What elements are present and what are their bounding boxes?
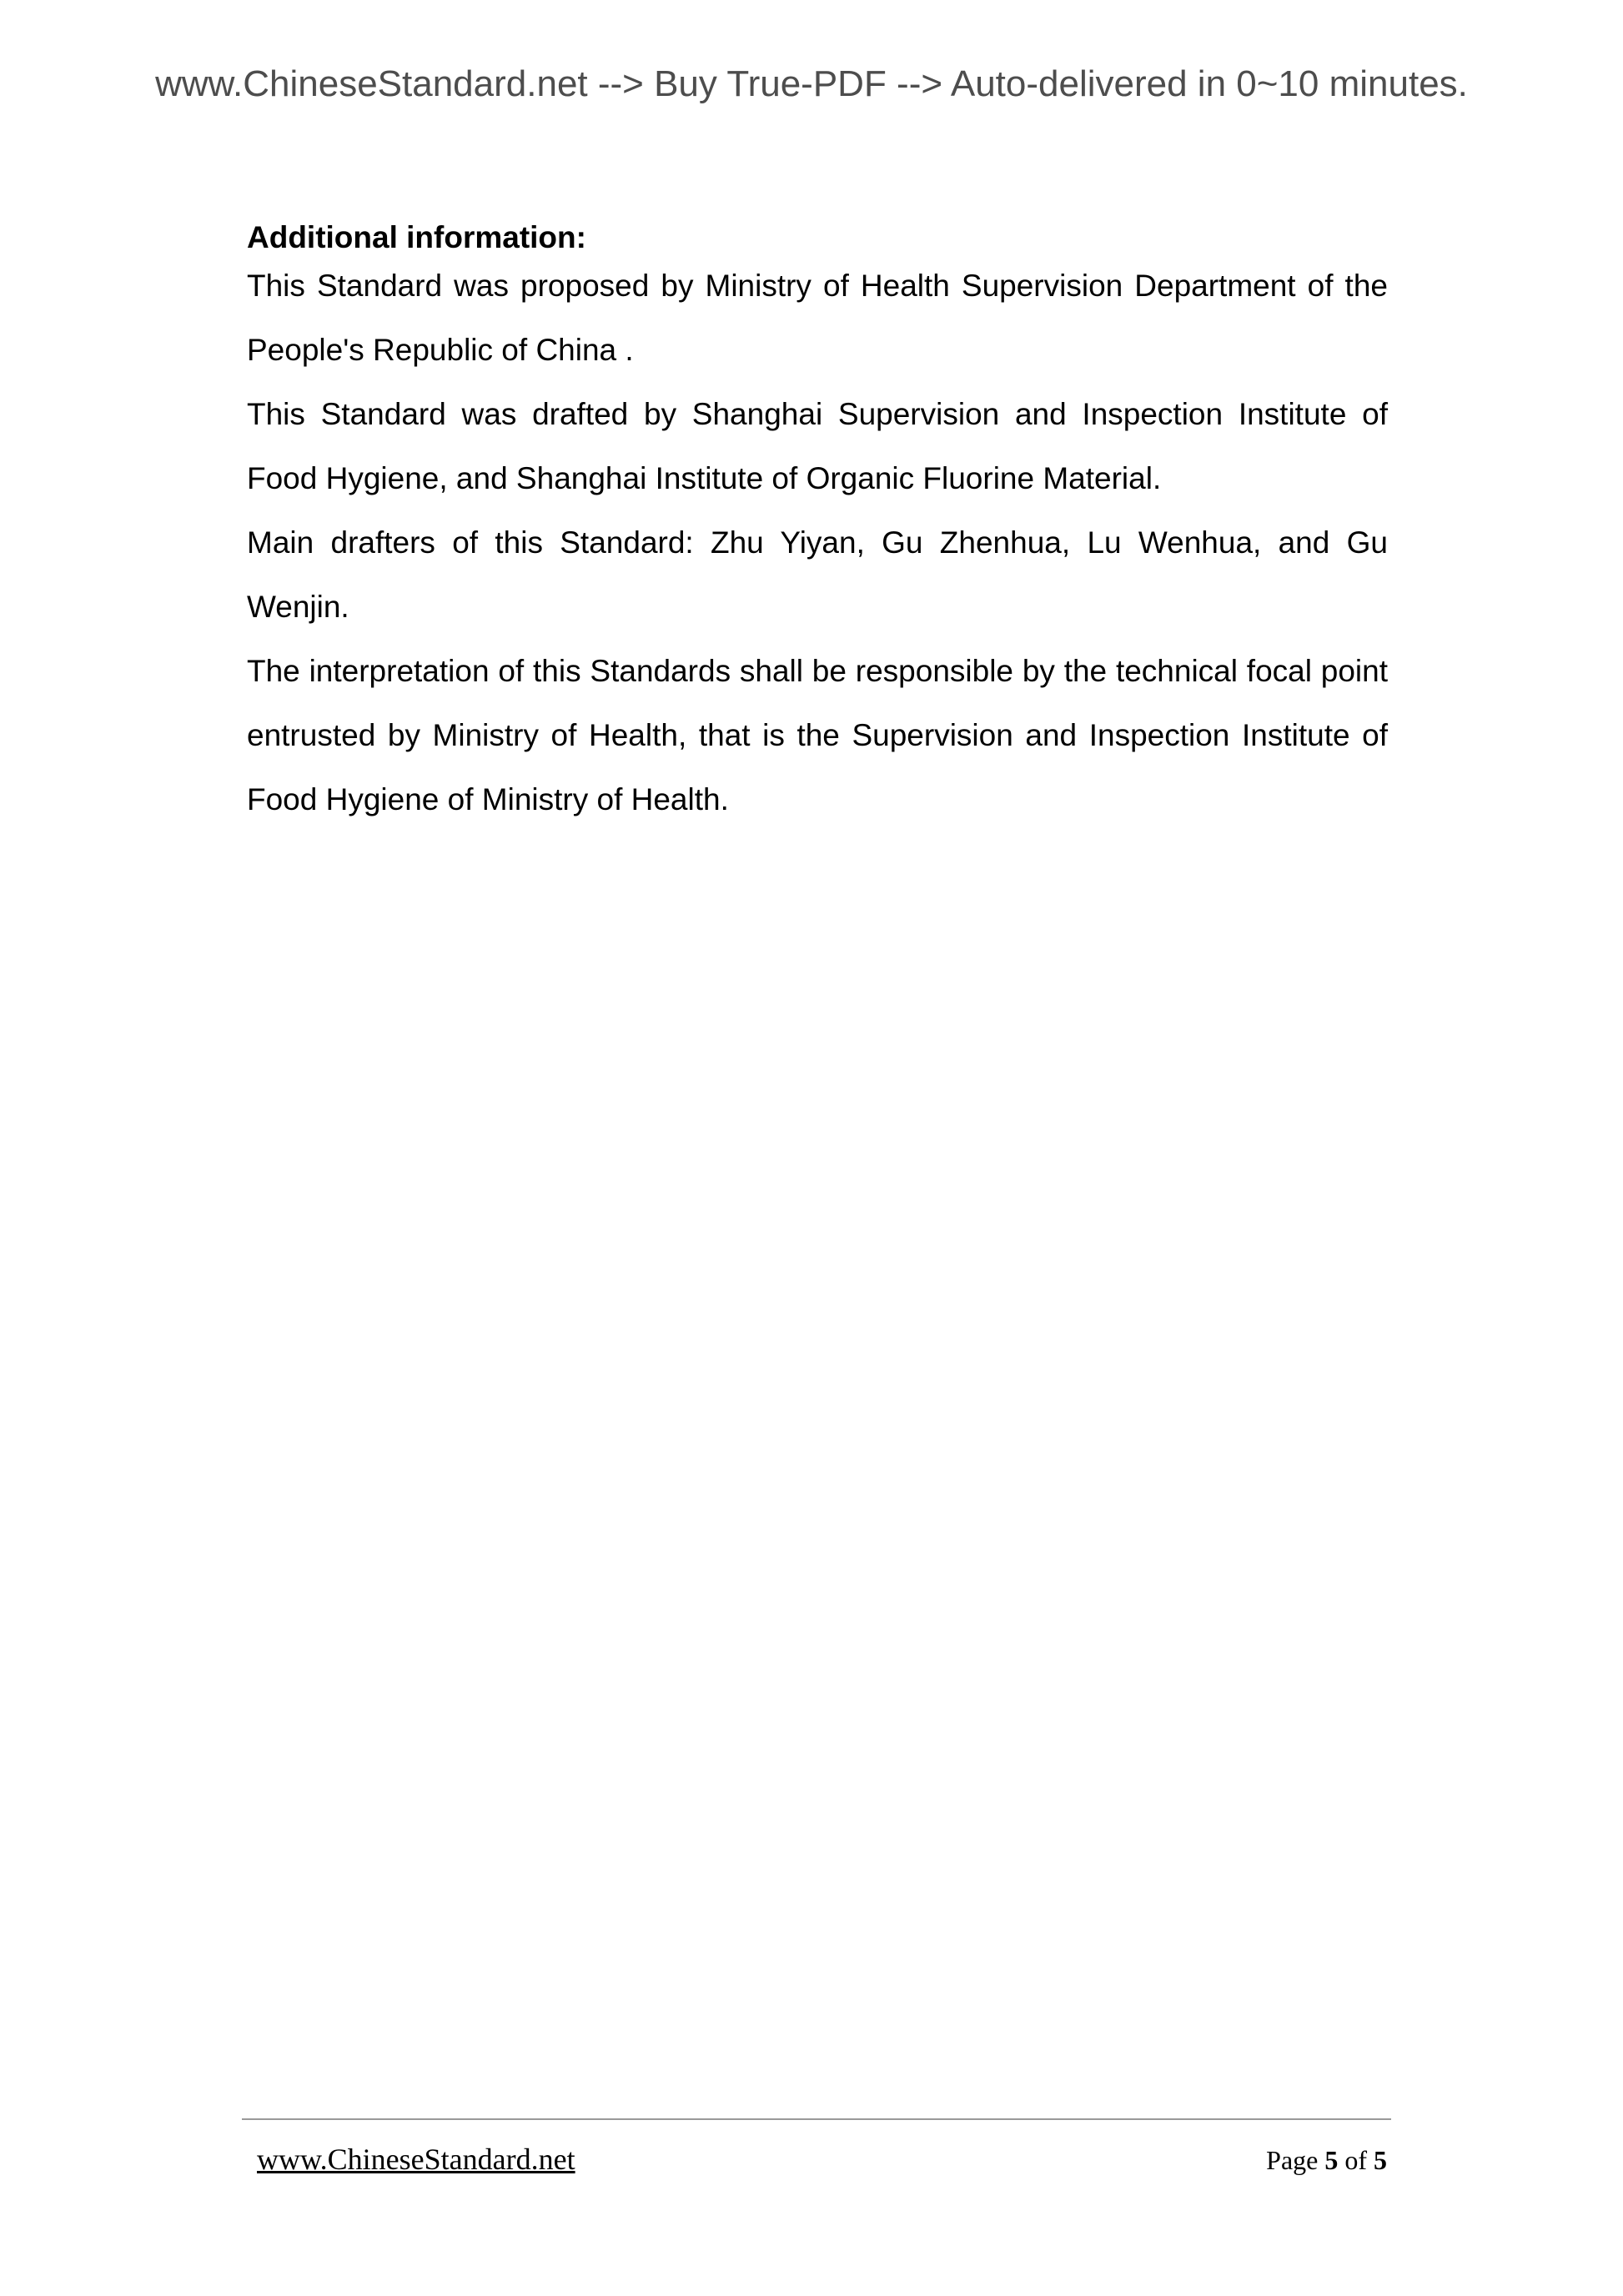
page-current: 5 [1324, 2145, 1339, 2175]
header-banner: www.ChineseStandard.net --> Buy True-PDF --> Auto-delivered in 0~10 minutes. [155, 63, 1468, 104]
page-word: Page [1266, 2145, 1319, 2175]
page-of: of [1344, 2145, 1367, 2175]
footer-site-link[interactable]: www.ChineseStandard.net [257, 2143, 575, 2176]
footer-divider [242, 2118, 1391, 2120]
paragraph-proposed-by: This Standard was proposed by Ministry of Health Supervision Department of the People's Republic of China . [247, 269, 1388, 367]
page-total: 5 [1374, 2145, 1387, 2175]
document-body [247, 214, 1388, 831]
page-number [1266, 2145, 1387, 2176]
section-heading: Additional information: [247, 220, 586, 254]
paragraph-drafted-by: This Standard was drafted by Shanghai Supervision and Inspection Institute of Food Hygiene, and Shanghai Institute of Organic Fluorine Material. [247, 397, 1388, 495]
paragraph-main-drafters: Main drafters of this Standard: Zhu Yiyan, Gu Zhenhua, Lu Wenhua, and Gu Wenjin. [247, 525, 1388, 624]
paragraph-interpretation: The interpretation of this Standards shall be responsible by the technical focal point entrusted by Ministry of Health, that is the Supervision and Inspection Institute of Food Hygiene of Ministry of Health. [247, 654, 1388, 816]
